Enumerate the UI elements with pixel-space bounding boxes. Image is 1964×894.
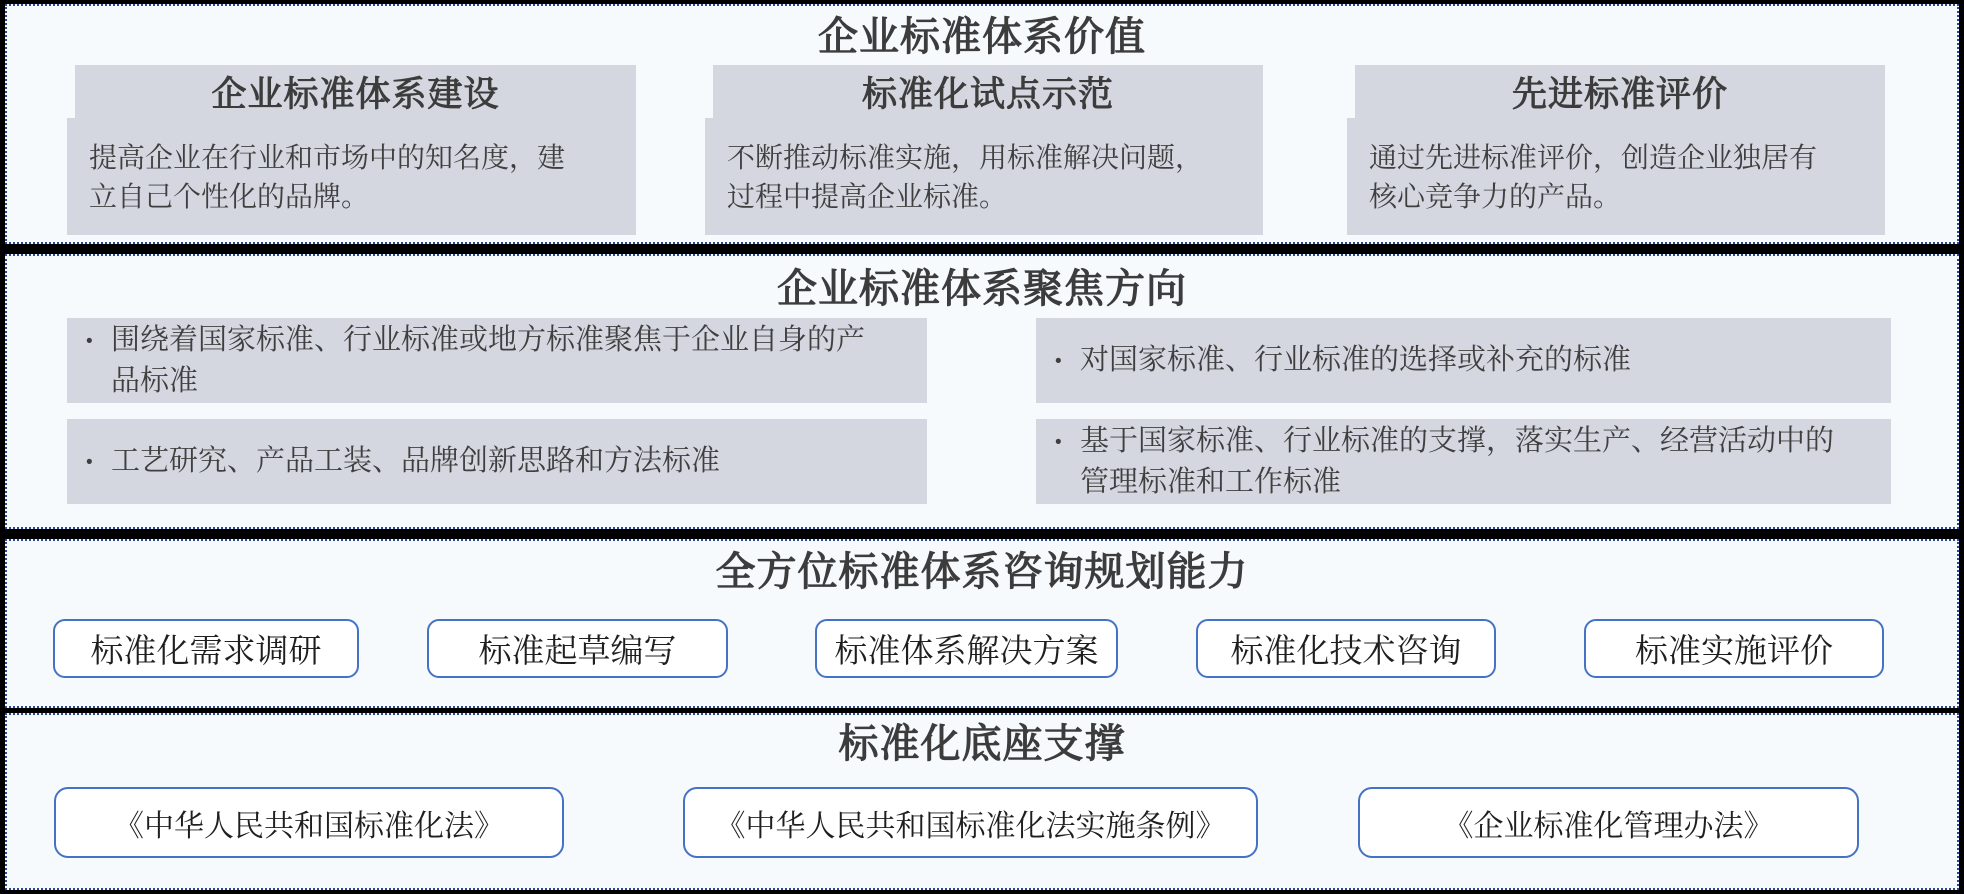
value-card-title: 标准化试点示范 <box>713 65 1263 118</box>
focus-item-text <box>86 320 882 400</box>
capability-pill-drafting: 标准起草编写 <box>427 619 728 678</box>
focus-item-text <box>1055 421 1846 501</box>
value-card-body: 提高企业在行业和市场中的知名度，建立自己个性化的品牌。 <box>67 118 636 235</box>
value-card-advanced-evaluation <box>1347 65 1885 235</box>
section-value-title: 企业标准体系价值 <box>818 15 1146 59</box>
focus-item-process-method-standards <box>67 419 927 504</box>
section-capability-title: 全方位标准体系咨询规划能力 <box>715 550 1249 594</box>
section-focus-title: 企业标准体系聚焦方向 <box>777 267 1187 311</box>
section-focus <box>5 254 1959 529</box>
focus-item-label: 工艺研究、产品工装、品牌创新思路和方法标准 <box>111 445 721 478</box>
value-card-body: 通过先进标准评价，创造企业独居有核心竞争力的产品。 <box>1347 118 1885 235</box>
focus-item-text <box>86 441 720 481</box>
bullet-icon: • <box>1055 432 1062 454</box>
value-card-pilot-demonstration <box>705 65 1263 235</box>
focus-item-selection-supplement <box>1036 318 1891 403</box>
focus-item-label: 对国家标准、行业标准的选择或补充的标准 <box>1080 344 1632 377</box>
section-foundation <box>5 713 1959 890</box>
foundation-pill-standardization-law: 《中华人民共和国标准化法》 <box>54 787 564 858</box>
bullet-icon: • <box>86 452 93 474</box>
bullet-icon: • <box>86 331 93 353</box>
capability-pill-implementation-evaluation: 标准实施评价 <box>1584 619 1884 678</box>
capability-pill-technical-consulting: 标准化技术咨询 <box>1196 619 1496 678</box>
focus-item-product-standards <box>67 318 927 403</box>
focus-item-management-work-standards <box>1036 419 1891 504</box>
section-foundation-title: 标准化底座支撑 <box>838 722 1126 766</box>
bullet-icon: • <box>1055 351 1062 373</box>
foundation-pill-enterprise-management-measures: 《企业标准化管理办法》 <box>1358 787 1859 858</box>
value-card-title: 企业标准体系建设 <box>75 65 636 118</box>
capability-pill-demand-research: 标准化需求调研 <box>53 619 359 678</box>
value-card-body: 不断推动标准实施，用标准解决问题，过程中提高企业标准。 <box>705 118 1263 235</box>
section-value <box>5 4 1959 244</box>
value-card-title: 先进标准评价 <box>1355 65 1885 118</box>
focus-item-text <box>1055 340 1631 380</box>
focus-item-label: 围绕着国家标准、行业标准或地方标准聚焦于企业自身的产品标准 <box>111 324 866 397</box>
focus-item-label: 基于国家标准、行业标准的支撑，落实生产、经营活动中的管理标准和工作标准 <box>1080 425 1835 498</box>
value-card-system-building <box>67 65 636 235</box>
foundation-pill-implementation-regulations: 《中华人民共和国标准化法实施条例》 <box>683 787 1258 858</box>
capability-pill-system-solution: 标准体系解决方案 <box>815 619 1118 678</box>
section-capability <box>5 539 1959 708</box>
